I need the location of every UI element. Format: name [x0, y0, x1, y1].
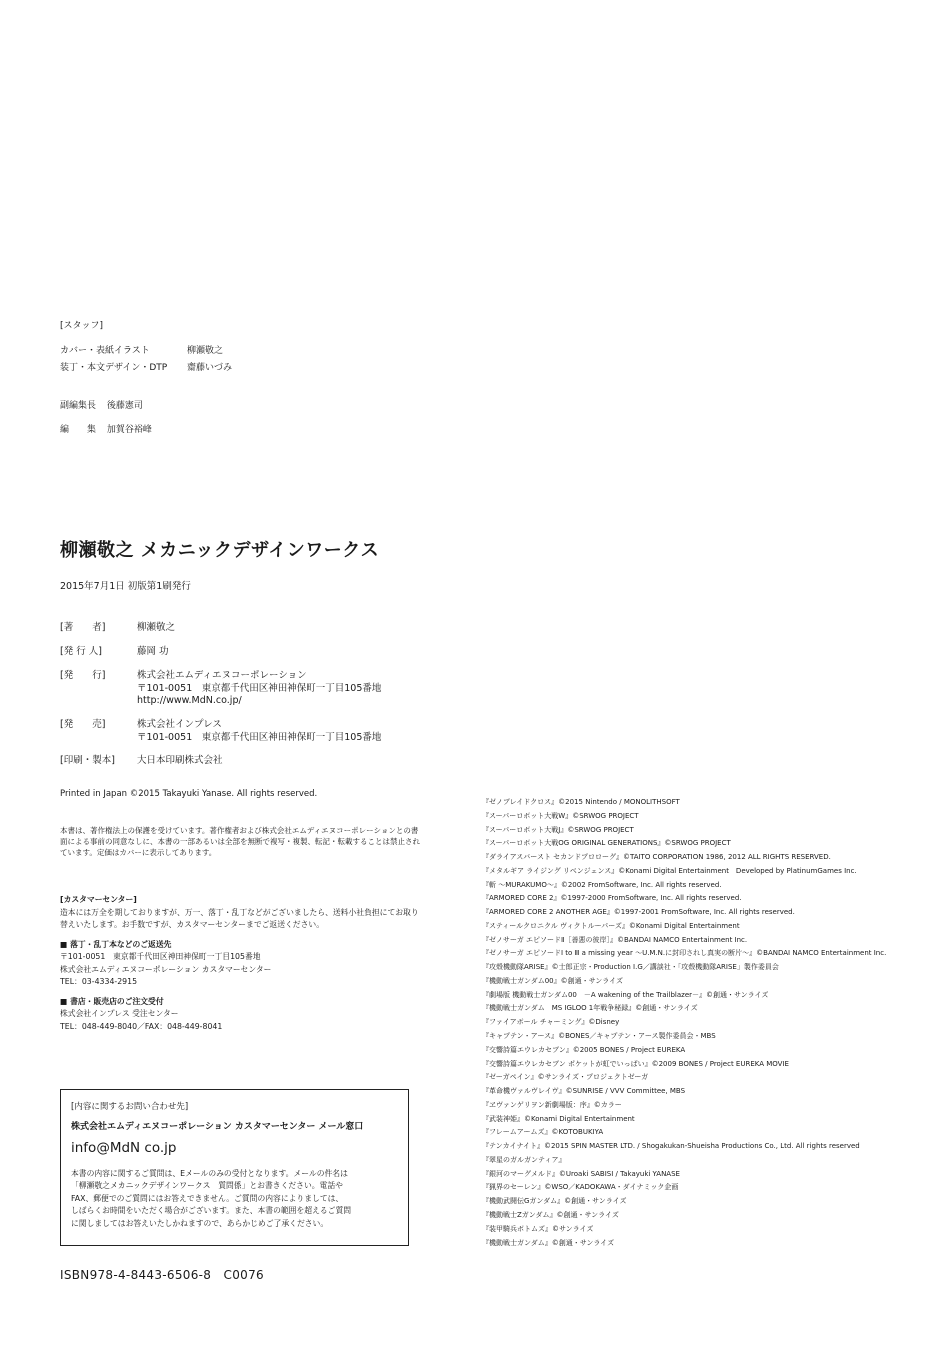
staff-row — [60, 402, 143, 411]
inquiry-body-line: FAX、郵便でのご質問にはお答えできません。ご質問の内容によりましては、 — [71, 1193, 344, 1203]
staff-label: カバー・表紙イラスト — [60, 346, 150, 356]
credit-line: 『武装神姫』©Konami Digital Entertainment — [482, 1114, 635, 1123]
customer-center-heading: [カスタマーセンター] — [60, 895, 137, 904]
inquiry-email: info@MdN co.jp — [71, 1140, 177, 1156]
staff-row — [60, 346, 224, 356]
inquiry-body-line: に関しましてはお答えいたしかねますので、あらかじめご了承ください。 — [71, 1218, 329, 1228]
credit-line: 『メタルギア ライジング リベンジェンス』©Konami Digital Entertainment Developed by PlatinumGames Inc. — [482, 866, 857, 875]
credit-line: 『スーパーロボット大戦OG ORIGINAL GENERATIONS』©SRWOG PROJECT — [482, 839, 731, 848]
credit-line: 『スティールクロニクル ヴィクトルーパーズ』©Konami Digital Entertainment — [482, 921, 740, 930]
credit-line: 『機動戦士ガンダム00』©創通・サンライズ — [482, 976, 623, 985]
credit-line: 『スーパーロボット大戦J』©SRWOG PROJECT — [482, 825, 634, 834]
staff-value: 齋藤いづみ — [187, 363, 233, 373]
distributor-label: [発 売] — [60, 719, 106, 730]
orders-line: TEL：048-449-8040／FAX：048-449-8041 — [60, 1021, 223, 1031]
inquiry-body-line: 「柳瀬敬之メカニックデザインワークス 質問係」とお書きください。電話や — [71, 1181, 343, 1191]
credit-line: 『翠星のガルガンティア』 — [482, 1155, 566, 1164]
author-label: [著 者] — [60, 622, 106, 633]
staff-value: 柳瀬敬之 — [187, 346, 224, 356]
orders-line: 株式会社インプレス 受注センター — [60, 1009, 179, 1018]
issuer-label: [発 行 人] — [60, 646, 102, 657]
publisher-name: 株式会社エムディエヌコーポレーション — [137, 670, 307, 681]
inquiry-department: 株式会社エムディエヌコーポレーション カスタマーセンター メール窓口 — [71, 1122, 364, 1132]
credit-line: 『機動戦士ガンダム MS IGLOO 1年戦争秘録』©創通・サンライズ — [482, 1004, 698, 1013]
credit-line: 『ヱヴァンゲリヲン新劇場版：序』©カラー — [482, 1100, 622, 1109]
credit-line: 『フレームアームズ』©KOTOBUKIYA — [482, 1128, 604, 1137]
isbn: ISBN978-4-8443-6506-8 C0076 — [60, 1268, 264, 1282]
customer-center — [60, 894, 420, 1033]
credit-line: 『交響詩篇エウレカセブン ポケットが虹でいっぱい』©2009 BONES / Project EUREKA MOVIE — [482, 1059, 789, 1068]
issuer-name: 藤岡 功 — [137, 646, 169, 657]
printing-name: 大日本印刷株式会社 — [137, 755, 223, 766]
copyright-line: Printed in Japan ©2015 Takayuki Yanase. All rights reserved. — [60, 789, 318, 799]
credit-line: 『テンカイナイト』©2015 SPIN MASTER LTD. / Shogakukan-Shueisha Productions Co., Ltd. All rights reserved — [482, 1142, 860, 1151]
copyright-notice: 本書は、著作権法上の保護を受けています。著作権者および株式会社エムディエヌコーポレーションとの書面による事前の同意なしに、本書の一部あるいは全部を無断で複写・複製、転記・転載することは禁止されています。定価はカバーに表示してあります。 — [60, 826, 420, 857]
returns-line: 株式会社エムディエヌコーポレーション カスタマーセンター — [60, 964, 272, 974]
staff-row — [60, 363, 233, 373]
credit-line: 『交響詩篇エウレカセブン』©2005 BONES / Project EUREKA — [482, 1045, 686, 1054]
credit-line: 『革命機ヴァルヴレイヴ』©SUNRISE / VVV Committee, MBS — [482, 1087, 686, 1096]
credit-line: 『ファイアボール チャーミング』©Disney — [482, 1018, 620, 1027]
credit-line: 『猟界のセーレン』©WSO／KADOKAWA・ダイナミック企画 — [482, 1183, 679, 1192]
credit-line: 『スーパーロボット大戦W』©SRWOG PROJECT — [482, 811, 639, 820]
staff-value: 加賀谷裕峰 — [106, 425, 152, 435]
distributor-address: 〒101-0051 東京都千代田区神田神保町一丁目105番地 — [137, 731, 382, 743]
credit-line: 『装甲騎兵ボトムズ』©サンライズ — [482, 1224, 594, 1233]
staff-row — [60, 426, 152, 435]
credit-line: 『機動武闘伝Gガンダム』©創通・サンライズ — [482, 1197, 627, 1206]
credit-line: 『ARMORED CORE 2』©1997-2000 FromSoftware, Inc. All rights reserved. — [482, 894, 742, 903]
inquiry-box — [60, 1089, 409, 1246]
author-name: 柳瀬敬之 — [137, 622, 176, 633]
staff-label: 副編集長 — [60, 401, 97, 411]
staff-heading: [スタッフ] — [60, 321, 104, 331]
credit-line: 『ARMORED CORE 2 ANOTHER AGE』©1997-2001 FromSoftware, Inc. All rights reserved. — [482, 908, 795, 917]
returns-line: 〒101-0051 東京都千代田区神田神保町一丁目105番地 — [60, 952, 261, 961]
publisher-url: http://www.MdN.co.jp/ — [137, 695, 242, 706]
credit-line: 『ダライアスバースト セカンドプロローグ』©TAITO CORPORATION 1986, 2012 ALL RIGHTS RESERVED. — [482, 853, 831, 862]
credit-line: 『ゼノブレイドクロス』©2015 Nintendo / MONOLITHSOFT — [482, 798, 680, 806]
inquiry-heading: [内容に関するお問い合わせ先] — [71, 1102, 189, 1112]
credit-line: 『ゼノサーガ エピソードⅡ［善悪の彼岸］』©BANDAI NAMCO Entertainment Inc. — [482, 935, 748, 944]
publisher-address: 〒101-0051 東京都千代田区神田神保町一丁目105番地 — [137, 682, 382, 694]
returns-line: TEL：03-4334-2915 — [60, 977, 138, 986]
inquiry-body-line: 本書の内容に関するご質問は、Eメールのみの受付となります。メールの件名は — [71, 1169, 348, 1178]
customer-center-intro: 造本には万全を期しておりますが、万一、落丁・乱丁などがございましたら、送料小社負担にてお取り替えいたします。お手数ですが、カスタマーセンターまでご返送ください。 — [60, 907, 419, 929]
inquiry-body — [71, 1168, 401, 1230]
publication-date: 2015年7月1日 初版第1刷発行 — [60, 581, 191, 592]
returns-heading: ■ 落丁・乱丁本などのご返送先 — [60, 939, 172, 949]
printing-label: [印刷・製本] — [60, 755, 115, 766]
credit-line: 『ゼノサーガ エピソードⅠ to Ⅲ a missing year ～U.M.N.に封印されし真実の断片～』©BANDAI NAMCO Entertainment Inc. — [482, 949, 887, 958]
inquiry-body-line: しばらくお時間をいただく場合がございます。また、本書の範囲を超えるご質問 — [71, 1206, 352, 1216]
distributor-name: 株式会社インプレス — [137, 719, 222, 730]
credit-line: 『ゼーガペイン』©サンライズ・プロジェクトゼーガ — [482, 1073, 649, 1082]
credit-line: 『斬 ～MURAKUMO～』©2002 FromSoftware, Inc. All rights reserved. — [482, 880, 722, 889]
staff-label: 編 集 — [60, 425, 97, 435]
credits-list — [482, 796, 886, 1250]
credit-line: 『機動戦士ガンダム』©創通・サンライズ — [482, 1238, 615, 1247]
publisher-label: [発 行] — [60, 670, 106, 681]
credit-line: 『キャプテン・アース』©BONES／キャプテン・アース製作委員会・MBS — [482, 1032, 716, 1041]
credit-line: 『機動戦士Zガンダム』©創通・サンライズ — [482, 1210, 619, 1219]
credit-line: 『銀河のマーグメルド』©Uroaki SABISI / Takayuki YANASE — [482, 1169, 680, 1178]
credit-line: 『攻殻機動隊ARISE』©士郎正宗・Production I.G／講談社・「攻殻機動隊ARISE」製作委員会 — [482, 963, 779, 972]
staff-label: 装丁・本文デザイン・DTP — [60, 363, 168, 373]
orders-heading: ■ 書店・販売店のご注文受付 — [60, 996, 164, 1006]
credit-line: 『劇場版 機動戦士ガンダム00 －A wakening of the Trailblazer－』©創通・サンライズ — [482, 990, 769, 999]
book-title: 柳瀬敬之 メカニックデザインワークス — [60, 540, 380, 561]
staff-value: 後藤憲司 — [106, 401, 143, 411]
